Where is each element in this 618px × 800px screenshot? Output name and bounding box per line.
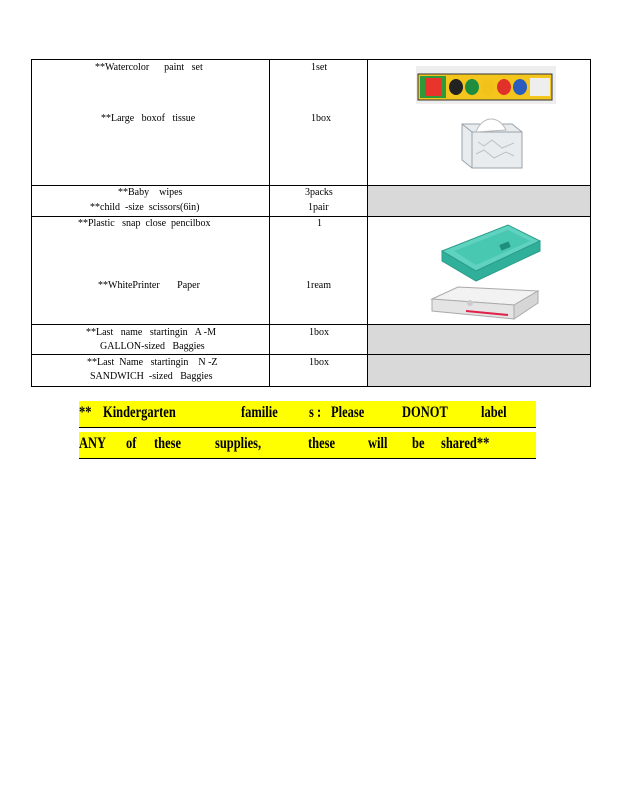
notice-word: these <box>154 435 182 452</box>
supply-name: SANDWICH -sized Baggies <box>90 371 213 382</box>
supply-name: **child -size scissors(6in) <box>90 202 200 213</box>
notice-word: shared** <box>441 435 490 452</box>
quantity: 1box <box>311 113 331 124</box>
notice-line-1 <box>79 401 536 428</box>
notice-word: label <box>481 404 507 421</box>
supply-name: **Last name startingin A -M <box>86 327 216 338</box>
image-cell <box>368 355 591 387</box>
notice-word: familie <box>241 404 278 421</box>
notice-word: supplies, <box>215 435 262 452</box>
quantity-cell <box>270 355 368 387</box>
image-cell <box>368 217 591 325</box>
watercolor-paint-set-image <box>416 66 556 104</box>
table-row <box>32 325 591 355</box>
quantity: 1set <box>311 62 328 73</box>
supply-name: **Large boxof tissue <box>101 113 196 124</box>
quantity-cell <box>270 60 368 186</box>
notice-word: will <box>368 435 388 452</box>
image-cell <box>368 186 591 217</box>
table-row <box>32 60 591 186</box>
plastic-pencil-box-image <box>436 221 546 283</box>
table-row <box>32 355 591 387</box>
quantity: 1box <box>309 327 329 338</box>
notice-word: Kindergarten <box>103 404 176 421</box>
tissue-box-image <box>448 112 526 172</box>
quantity: 1box <box>309 357 329 368</box>
supply-name-cell <box>32 186 270 217</box>
supply-list-table <box>31 59 591 387</box>
supply-name-cell <box>32 217 270 325</box>
quantity-cell <box>270 186 368 217</box>
quantity-cell <box>270 217 368 325</box>
printer-paper-ream-image <box>430 285 540 325</box>
notice-word: of <box>126 435 137 452</box>
supply-name: **Last Name startingin N -Z <box>87 357 218 368</box>
notice-word: ** <box>79 404 92 421</box>
quantity: 1 <box>317 218 322 229</box>
supply-name-cell <box>32 355 270 387</box>
quantity: 1ream <box>306 280 331 291</box>
notice-word: s : <box>309 404 322 421</box>
image-cell <box>368 325 591 355</box>
quantity: 3packs <box>305 187 333 198</box>
image-cell <box>368 60 591 186</box>
supply-name: GALLON-sized Baggies <box>100 341 205 352</box>
supply-name-cell <box>32 325 270 355</box>
supply-name: **Watercolor paint set <box>95 62 203 73</box>
notice-word: these <box>308 435 336 452</box>
quantity-cell <box>270 325 368 355</box>
notice-word: be <box>412 435 425 452</box>
table-row <box>32 217 591 325</box>
notice-word: ANY <box>79 435 107 452</box>
quantity: 1pair <box>308 202 329 213</box>
notice-word: Please <box>331 404 365 421</box>
notice-word: DONOT <box>402 404 448 421</box>
supply-name-cell <box>32 60 270 186</box>
supply-name: **Plastic snap close pencilbox <box>78 218 211 229</box>
table-row <box>32 186 591 217</box>
notice-line-2 <box>79 432 536 459</box>
supply-name: **Baby wipes <box>118 187 183 198</box>
supply-name: **WhitePrinter Paper <box>98 280 200 291</box>
